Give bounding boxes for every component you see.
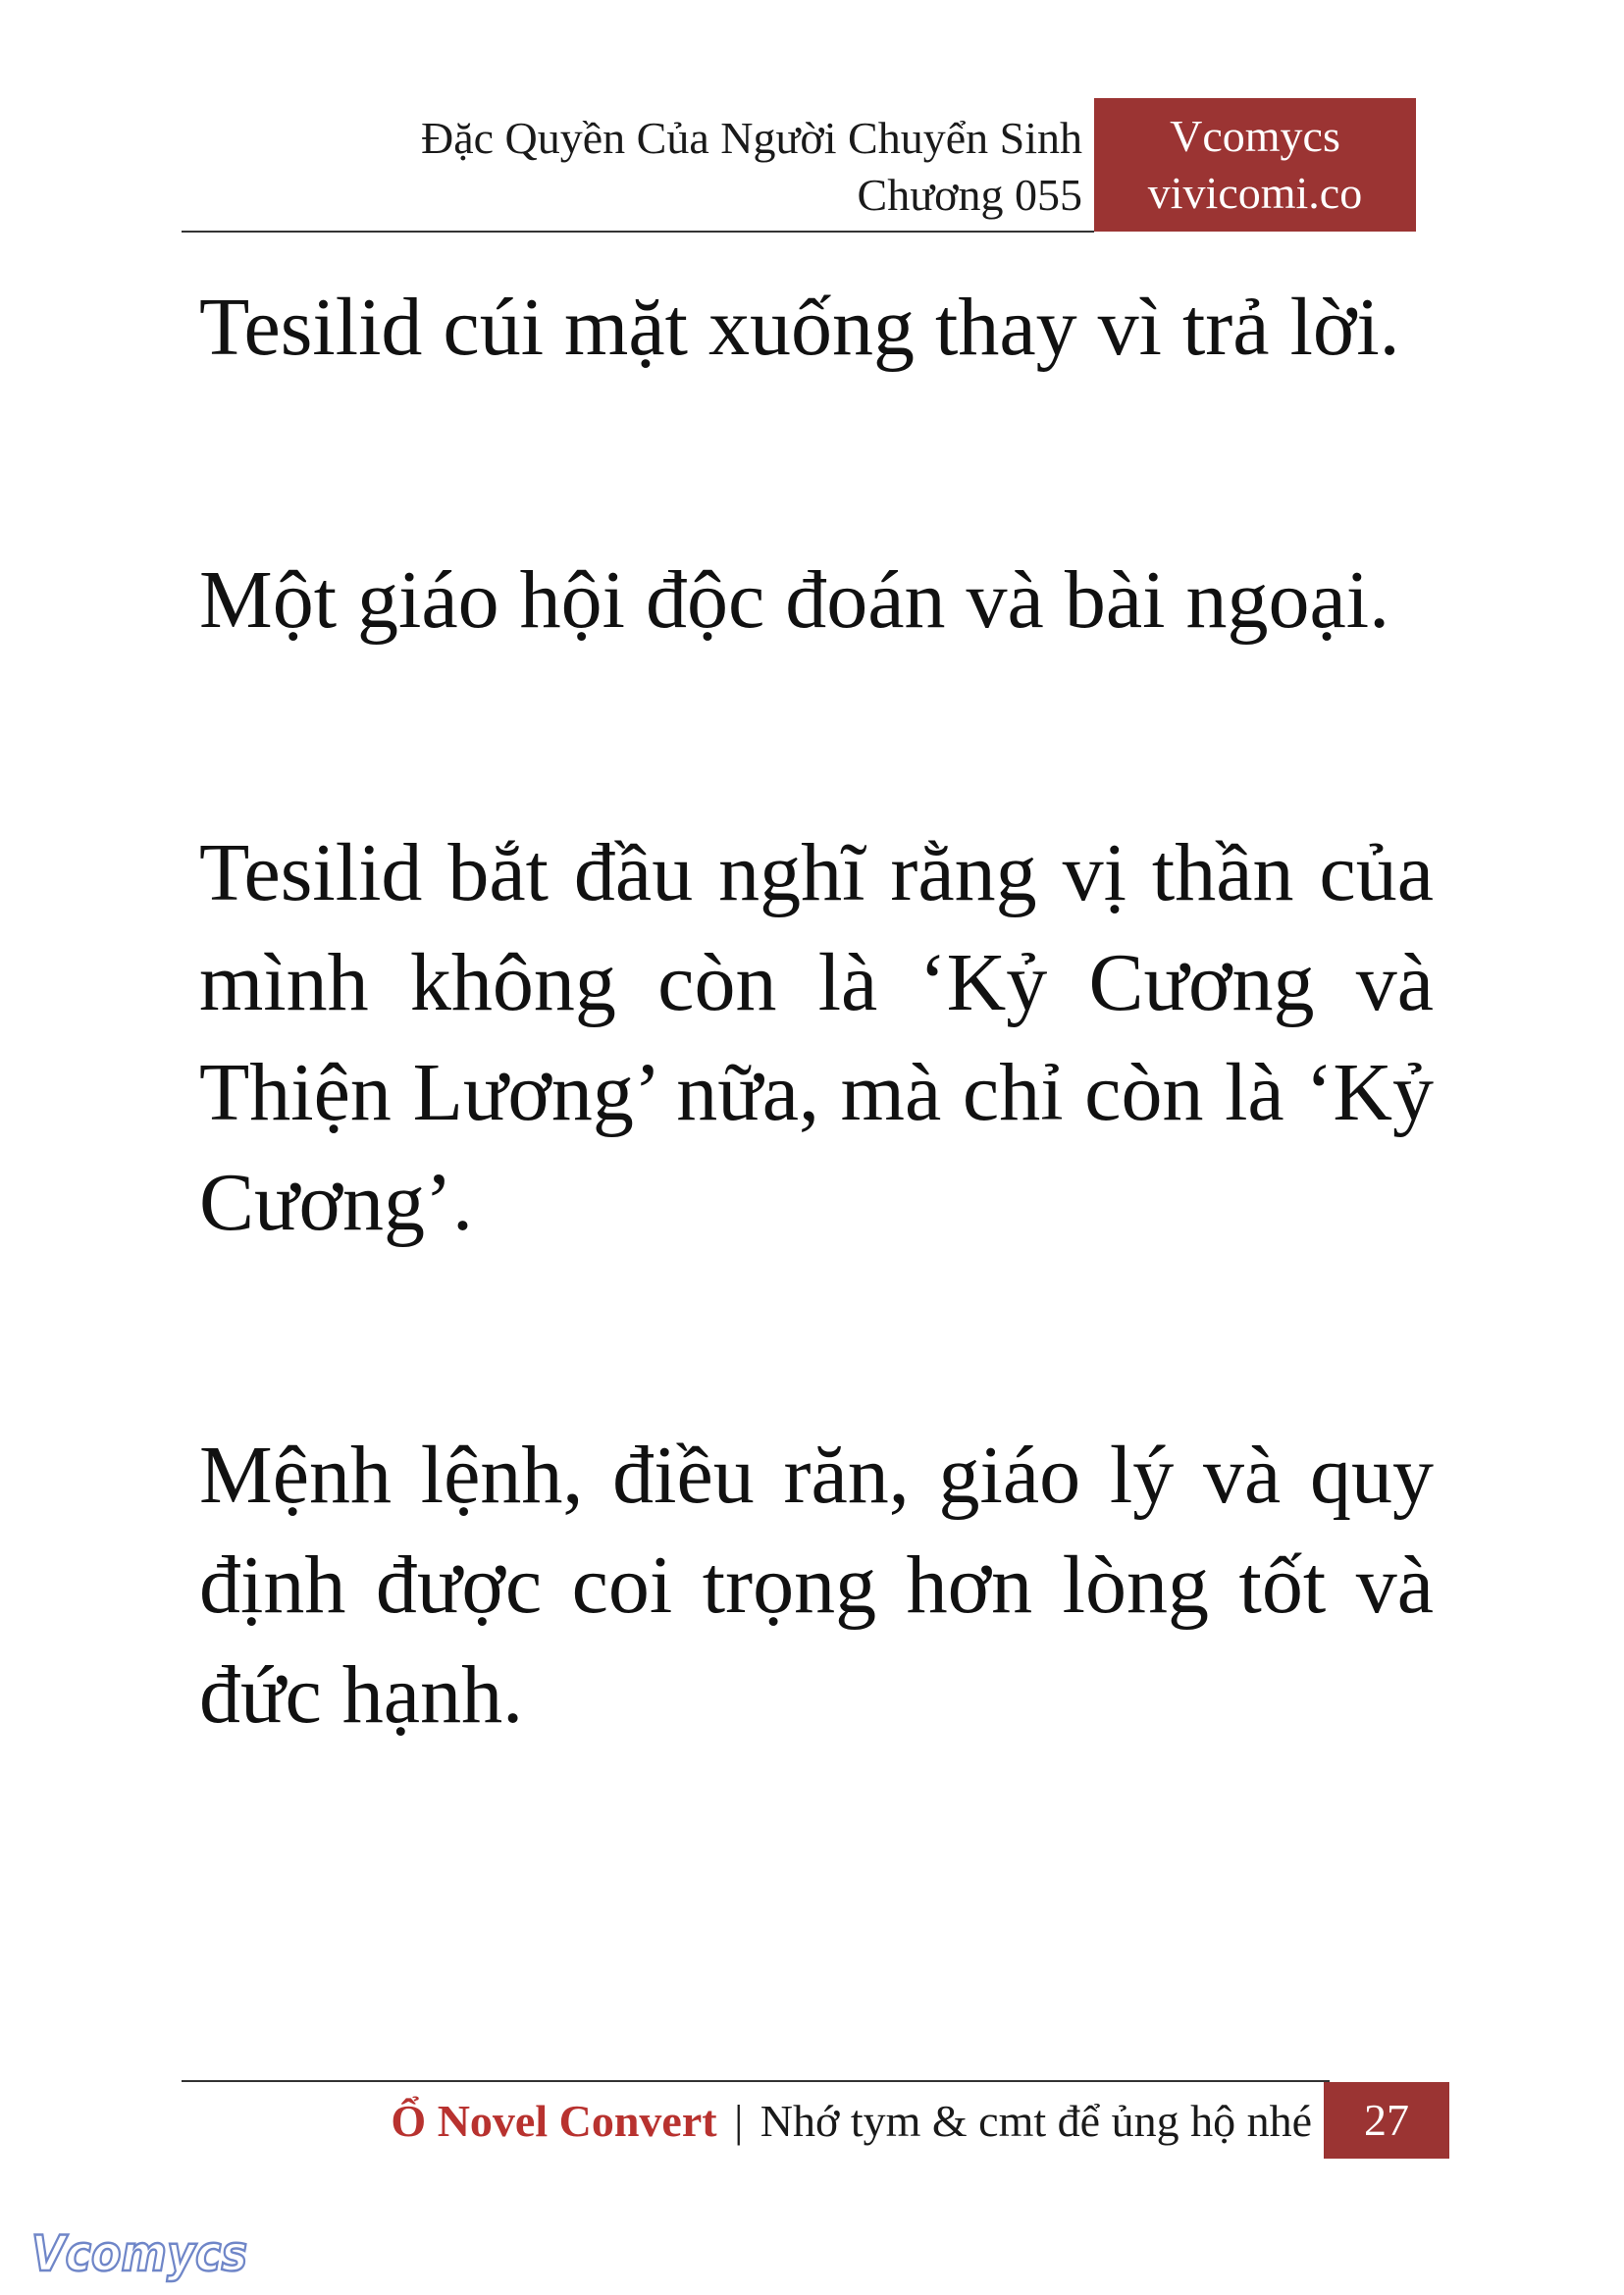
book-title: Đặc Quyền Của Người Chuyển Sinh bbox=[420, 113, 1082, 163]
page-header bbox=[182, 98, 1416, 232]
footer-separator: | bbox=[734, 2096, 744, 2146]
chapter-body bbox=[199, 273, 1434, 1750]
watermark-text: Vcomycs bbox=[31, 2225, 247, 2282]
page-number: 27 bbox=[1324, 2082, 1449, 2159]
vcomycs-watermark-logo bbox=[27, 2219, 253, 2288]
footer-message: Nhớ tym & cmt để ủng hộ nhé bbox=[760, 2096, 1312, 2146]
chapter-label: Chương 055 bbox=[857, 170, 1082, 220]
paragraph: Một giáo hội độc đoán và bài ngoại. bbox=[199, 554, 1390, 646]
paragraph: Mệnh lệnh, điều răn, giáo lý và quy định được coi trọng hơn lòng tốt và đức hạnh. bbox=[199, 1430, 1434, 1741]
paragraph: Tesilid cúi mặt xuống thay vì trả lời. bbox=[199, 282, 1400, 373]
footer-brand: Ổ Novel Convert bbox=[391, 2096, 717, 2146]
badge-site-name: Vcomycs bbox=[1170, 111, 1340, 161]
page-footer bbox=[182, 2082, 1449, 2159]
header-divider bbox=[182, 231, 1094, 233]
paragraph: Tesilid bắt đầu nghĩ rằng vị thần của mình không còn là ‘Kỷ Cương và Thiện Lương’ nữa, mà chỉ còn là ‘Kỷ Cương’. bbox=[199, 827, 1434, 1248]
badge-site-url: vivicomi.co bbox=[1147, 168, 1363, 218]
header-title-block bbox=[421, 110, 1082, 224]
source-badge bbox=[1094, 98, 1416, 232]
footer-text bbox=[391, 2094, 1312, 2149]
